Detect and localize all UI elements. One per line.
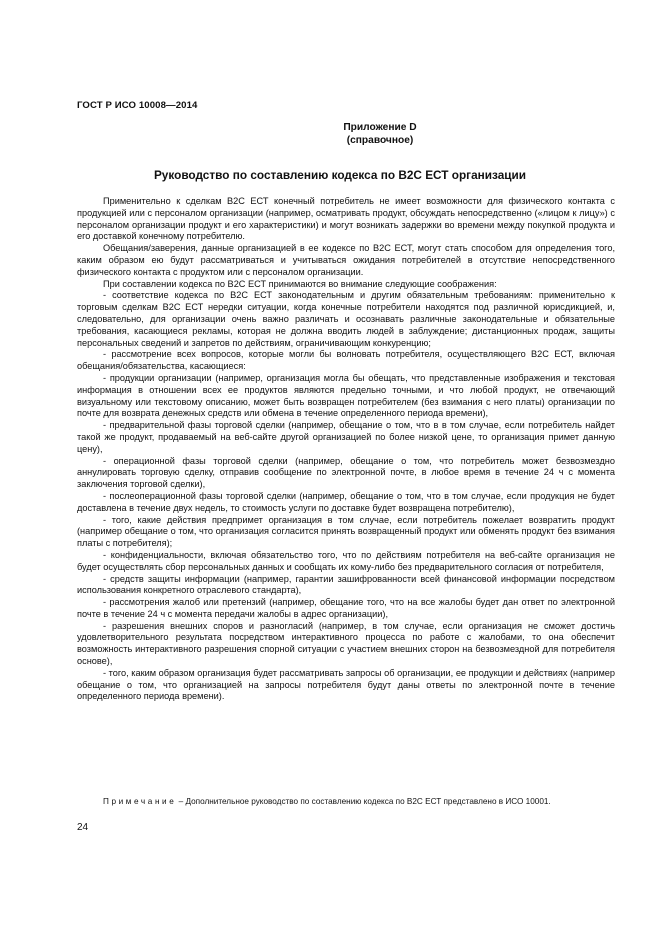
- footnote: [103, 797, 623, 806]
- standard-header: ГОСТ Р ИСО 10008—2014: [77, 100, 198, 111]
- paragraph: Обещания/заверения, данные организацией в ее кодексе по В2С ЕСТ, могут стать способом для определения того, каким образом ею будут рассматриваться и учитываться ожидания потребителей в отсутствие непосредственного физического контакта с продуктом или с персоналом организации.: [77, 243, 615, 277]
- list-item: - конфиденциальности, включая обязательство того, что по действиям потребителя на веб-сайте организация не будет осуществлять сбор персональных данных и сообщать их кому-либо без предварительного согласия от потребителя,: [77, 549, 615, 572]
- list-item: - рассмотрения жалоб или претензий (например, обещание того, что на все жалобы будет дан ответ по электронной почте в течение 24 ч с момента передачи жалобы в адрес организации),: [77, 597, 615, 619]
- section-title: Руководство по составлению кодекса по В2С ЕСТ организации: [153, 168, 527, 182]
- page-number: 24: [77, 822, 89, 833]
- list-item: - соответствие кодекса по В2С ЕСТ законодательным и другим обязательным требованиям: применительно к торговым сделкам В2С ЕСТ нередки ситуации, когда конечные потребители находятся под различной юрисдикцией, и, следовательно, для организации очень важно различать и осознавать различные законодательные и обязательные требования, касающиеся рекламы, которая не должна вводить людей в заблуждение; дистанционных продаж, защиты персональных сведений и запретов по действиям, ограничивающим конкуренцию;: [77, 290, 615, 348]
- list-item: - продукции организации (например, организация могла бы обещать, что представленные изображения и текстовая информация в отношении всех ее продуктов являются предельно точными, и что любой продукт, не отвечающий визуальному или текстовому описанию, может быть возвращен потребителем (без взимания с него платы) организации по почте для возврата денежных средств или обмена в течение определенного периода времени),: [77, 372, 615, 419]
- list-item: - того, каким образом организация будет рассматривать запросы об организации, ее продукции и действиях (например обещание о том, что организацией на запросы потребителя будут даны ответы по электронной почте в течение определенного периода времени).: [77, 667, 615, 702]
- appendix-label: Приложение D: [343, 122, 417, 133]
- list-item: - средств защиты информации (например, гарантии зашифрованности всей финансовой информации посредством использования конкретного отраслевого стандарта),: [77, 573, 615, 596]
- list-item: - рассмотрение всех вопросов, которые могли бы волновать потребителя, осуществляющего В2С ЕСТ, включая обещания/обязательства, касающиеся:: [77, 349, 615, 372]
- list-item: - разрешения внешних споров и разногласий (например, в том случае, если организация не сможет достичь удовлетворительного результата посредством интерактивного процесса по работе с жалобами, то она обеспечит возможность интерактивного разрешения спорной ситуации с участием внешних сторон на безвозмездной для потребителя основе),: [77, 620, 615, 667]
- list-item: - предварительной фазы торговой сделки (например, обещание о том, что в в том случае, если потребитель найдет такой же продукт, продаваемый на веб-сайте другой организацией по более низкой цене, то организация примет данную цену),: [77, 420, 615, 454]
- appendix-type: (справочное): [346, 135, 414, 146]
- paragraph: Применительно к сделкам В2С ЕСТ конечный потребитель не имеет возможности для физического контакта с продукцией или с персоналом организации (например, осматривать продукт, обсуждать непосредственно («лицом к лицу») с персоналом организации продукт и его характеристики) и могут возникать задержки во времени между покупкой продукта и его доставкой конечному потребителю.: [77, 196, 615, 242]
- list-item: - того, какие действия предпримет организация в том случае, если потребитель пожелает возвратить продукт (например обещание о том, что организация согласится принять возвращенный продукт или обменять продукт без взимания платы с потребителя);: [77, 514, 615, 549]
- note-text: – Дополнительное руководство по составлению кодекса по В2С ЕСТ представлено в ИСО 10001.: [176, 797, 551, 806]
- paragraph: При составлении кодекса по В2С ЕСТ принимаются во внимание следующие соображения:: [103, 278, 497, 289]
- list-item: - операционной фазы торговой сделки (например, обещание о том, что потребитель может безвозмездно аннулировать торговую сделку, отправив сообщение по электронной почте, в любое время в течение 24 ч с момента заключения торговой сделки),: [77, 455, 615, 490]
- body-text: [77, 196, 615, 703]
- note-label: Примечание: [103, 797, 177, 806]
- list-item: - послеоперационной фазы торговой сделки (например, обещание о том, что в том случае, если продукция не будет доставлена в течение двух недель, то стоимость услуги по доставке будет возвращена потребителю),: [77, 490, 615, 513]
